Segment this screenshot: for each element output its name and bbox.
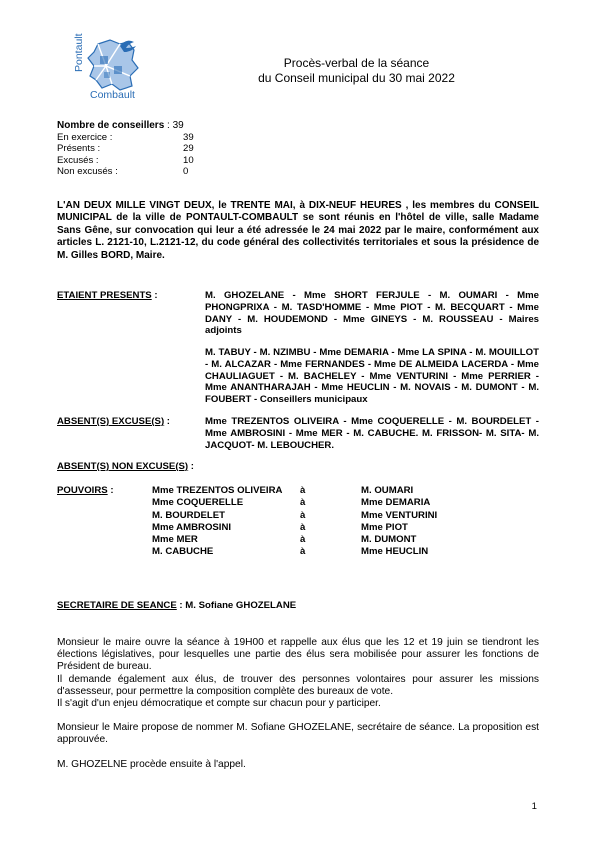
counts-title-value: : 39: [164, 120, 184, 131]
title-line-2: du Conseil municipal du 30 mai 2022: [258, 71, 455, 85]
pouvoirs-table: [152, 485, 437, 559]
pouvoir-row: Mme TREZENTOS OLIVEIRA à M. OUMARI: [152, 485, 414, 496]
count-row: En exercice : 39: [57, 132, 194, 143]
non-excuses-label: ABSENT(S) NON EXCUSE(S) :: [57, 461, 194, 472]
document-title: [0, 56, 595, 86]
paragraph: Monsieur le Maire propose de nommer M. Sofiane GHOZELANE, secrétaire de séance. La proposition est approuvée.: [57, 722, 539, 746]
paragraph: Il demande également aux élus, de trouver des personnes volontaires pour assurer les missions d'assesseur, pour permettre la composition complète des bureaux de vote.: [57, 673, 539, 697]
pouvoir-row: Mme COQUERELLE à Mme DEMARIA: [152, 497, 431, 509]
body-text: [57, 637, 539, 771]
logo-text-pontault: Pontault: [73, 33, 85, 72]
presents-conseillers: M. TABUY - M. NZIMBU - Mme DEMARIA - Mme LA SPINA - M. MOUILLOT - M. ALCAZAR - Mme FERNANDES - Mme DE ALMEIDA LACERDA - Mme CHAULIAGUET - M. BACHELEY - Mme VENTURINI - Mme PERRIER - Mme ANANTHARAJAH - Mme HEUCLIN - M. NOVAIS - M. DUMONT - M. FOUBERT - Conseillers municipaux: [205, 347, 539, 406]
count-row: Non excusés : 0: [57, 166, 189, 178]
paragraph: Monsieur le maire ouvre la séance à 19H00 et rappelle aux élus que les 12 et 19 juin se tiendront les élections législatives, pour lesquelles une partie des élus sera mobilisée pour assurer les fonctions de Président de bureau.: [57, 637, 539, 673]
paragraph: Il s'agit d'un enjeu démocratique et compte sur chacun pour y participer.: [57, 698, 381, 710]
counts-table: [57, 132, 194, 178]
excuses-label: ABSENT(S) EXCUSE(S) :: [57, 416, 171, 427]
page-number: 1: [531, 801, 537, 812]
secretaire-de-seance: SECRETAIRE DE SEANCE : M. Sofiane GHOZELANE: [57, 600, 297, 611]
presents-label: ETAIENT PRESENTS :: [57, 290, 158, 301]
paragraph: M. GHOZELNE procède ensuite à l'appel.: [57, 758, 246, 770]
pouvoir-row: Mme MER à M. DUMONT: [152, 534, 417, 546]
pouvoir-row: M. CABUCHE à Mme HEUCLIN: [152, 546, 429, 558]
pouvoir-row: M. BOURDELET à Mme VENTURINI: [152, 509, 438, 521]
count-row: Présents : 29: [57, 143, 194, 155]
logo-text-combault: Combault: [90, 89, 135, 101]
presents-adjoints: M. GHOZELANE - Mme SHORT FERJULE - M. OUMARI - Mme PHONGPRIXA - M. TASD'HOMME - Mme PIOT - M. BECQUART - Mme DANY - M. HOUDEMOND - Mme GINEYS - M. ROUSSEAU - Maires adjoints: [205, 290, 539, 337]
excuses-list: Mme TREZENTOS OLIVEIRA - Mme COQUERELLE - M. BOURDELET - Mme AMBROSINI - Mme MER - M. CABUCHE. M. FRISSON- M. SITA- M. JACQUOT- M. LEBOUCHER.: [205, 416, 539, 451]
intro-paragraph: L'AN DEUX MILLE VINGT DEUX, le TRENTE MAI, à DIX-NEUF HEURES , les membres du CONSEIL MUNICIPAL de la ville de PONTAULT-COMBAULT se sont réunis en l'hôtel de ville, salle Madame Sans Gêne, sur convocation qui leur a été adressée le 24 mai 2022 par le maire, conformément aux articles L. 2121-10, L.2121-12, du code général des collectivités territoriales et sous la présidence de M. Gilles BORD, Maire.: [57, 200, 539, 261]
title-line-1: Procès-verbal de la séance: [283, 56, 430, 70]
counts-title: Nombre de conseillers: [57, 120, 165, 131]
pouvoir-row: Mme AMBROSINI à Mme PIOT: [152, 521, 408, 533]
count-row: Excusés : 10: [57, 154, 194, 166]
pouvoirs-label: POUVOIRS :: [57, 485, 114, 496]
councillor-counts: [57, 120, 194, 178]
